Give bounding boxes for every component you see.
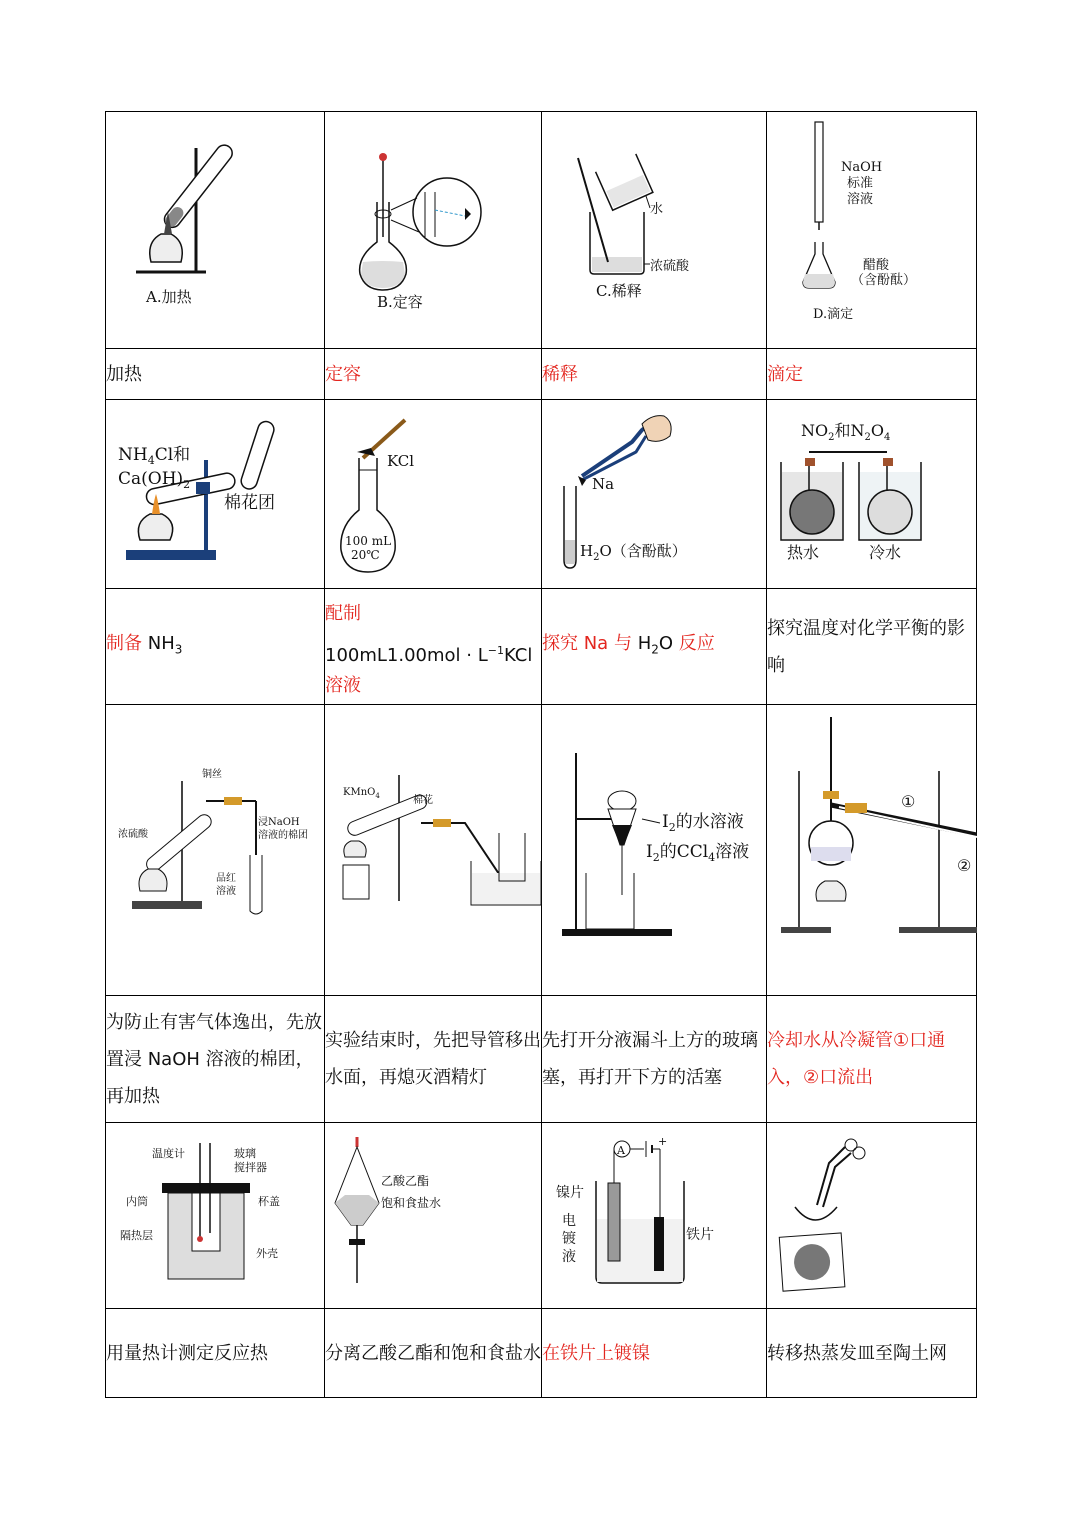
desc-evaporating-dish: 转移热蒸发皿至陶土网 bbox=[767, 1309, 977, 1398]
image-titration bbox=[767, 112, 977, 349]
label-naoh: NaOH bbox=[841, 160, 883, 175]
heating-apparatus-illustration bbox=[106, 112, 325, 348]
label-magenta-1: 品红 bbox=[216, 873, 236, 884]
label-iron: 铁片 bbox=[686, 1227, 714, 1243]
evaporating-dish-illustration bbox=[767, 1123, 977, 1308]
image-heating bbox=[106, 112, 325, 349]
image-kcl-prep bbox=[325, 400, 542, 589]
calorimeter-illustration bbox=[106, 1123, 325, 1308]
desc-kcl-prep: 配制 $100mL1.00mol \cdot L^{-1}KCl$ 溶液 bbox=[325, 589, 542, 705]
label-cotton: 棉花 bbox=[413, 795, 433, 806]
image-distillation bbox=[767, 705, 977, 996]
desc-na-water: 探究 Na 与 $H_2O$ 反应 bbox=[542, 589, 767, 705]
label-cold-water: 冷水 bbox=[869, 543, 902, 562]
desc-temp-equilibrium: 探究温度对化学平衡的影响 bbox=[767, 589, 977, 705]
label-ethyl-acetate: 乙酸乙酯 bbox=[381, 1174, 430, 1188]
label-naoh-cotton-2: 溶液的棉团 bbox=[258, 830, 308, 841]
label-magenta-2: 溶液 bbox=[216, 886, 236, 897]
label-h2o-phenol: $H_2O$（含酚酞） bbox=[580, 542, 687, 563]
nh3-apparatus-illustration bbox=[106, 400, 325, 588]
caption-d: D.滴定 bbox=[813, 307, 854, 322]
image-separation bbox=[542, 705, 767, 996]
label-outlet-2: ② bbox=[957, 856, 972, 875]
label-lid: 杯盖 bbox=[258, 1195, 280, 1208]
image-evaporating-dish bbox=[767, 1123, 977, 1309]
label-100ml: 100 mL bbox=[345, 534, 392, 548]
image-volume-setting bbox=[325, 112, 542, 349]
label-i2-water: $I_2$的水溶液 bbox=[662, 812, 744, 834]
desc-electroplating: 在铁片上镀镍 bbox=[542, 1309, 767, 1398]
label-inner-cup: 内筒 bbox=[126, 1195, 148, 1208]
ester-funnel-illustration bbox=[325, 1123, 542, 1308]
separatory-funnel-illustration bbox=[542, 705, 767, 995]
label-shell: 外壳 bbox=[256, 1247, 278, 1260]
label-caoh2: $Ca(OH)_2$ bbox=[118, 469, 191, 491]
label-copper-wire: 铜丝 bbox=[202, 769, 222, 780]
label-water: 水 bbox=[650, 202, 664, 217]
desc-dilution: 稀释 bbox=[542, 349, 767, 400]
label-ammeter: A bbox=[617, 1144, 625, 1157]
image-dilution bbox=[542, 112, 767, 349]
label-standard: 标准 bbox=[847, 176, 874, 191]
image-ester-separation bbox=[325, 1123, 542, 1309]
label-solution: 溶液 bbox=[847, 192, 874, 207]
label-20c: 20℃ bbox=[351, 548, 380, 562]
experiment-table bbox=[105, 111, 977, 1398]
desc-heating: 加热 bbox=[106, 349, 325, 400]
desc-titration: 滴定 bbox=[767, 349, 977, 400]
label-stirrer: 搅拌器 bbox=[234, 1161, 267, 1174]
label-nh4cl: $NH_4Cl$和 bbox=[118, 445, 191, 467]
label-brine: 饱和食盐水 bbox=[381, 1196, 442, 1210]
electroplating-illustration bbox=[542, 1123, 767, 1308]
desc-distillation: 冷却水从冷凝管①口通入，②口流出 bbox=[767, 996, 977, 1123]
label-nickel: 镍片 bbox=[556, 1185, 584, 1201]
desc-cu-h2so4: 为防止有害气体逸出，先放置浸 NaOH 溶液的棉团，再加热 bbox=[106, 996, 325, 1123]
label-thermometer: 温度计 bbox=[152, 1147, 185, 1160]
label-conc-h2so4: 浓硫酸 bbox=[118, 829, 148, 840]
label-i2-ccl4: $I_2$的CCl$_4$溶液 bbox=[646, 842, 750, 864]
label-acetic-acid: 醋酸 bbox=[863, 258, 890, 273]
cu-h2so4-illustration bbox=[106, 705, 325, 995]
distillation-illustration bbox=[767, 705, 977, 995]
image-nh3-prep bbox=[106, 400, 325, 589]
no2-n2o4-illustration bbox=[767, 400, 977, 588]
caption-a: A.加热 bbox=[146, 288, 192, 306]
desc-calorimeter: 用量热计测定反应热 bbox=[106, 1309, 325, 1398]
label-hot-water: 热水 bbox=[787, 543, 820, 562]
kmno4-illustration bbox=[325, 705, 542, 995]
dilution-illustration bbox=[542, 112, 767, 348]
titration-illustration bbox=[767, 112, 977, 348]
kcl-flask-illustration bbox=[325, 400, 542, 588]
image-na-water bbox=[542, 400, 767, 589]
image-calorimeter bbox=[106, 1123, 325, 1309]
caption-b: B.定容 bbox=[377, 293, 423, 311]
na-water-illustration bbox=[542, 400, 767, 588]
caption-c: C.稀释 bbox=[596, 282, 642, 300]
desc-nh3-prep: 制备 $NH_3$ bbox=[106, 589, 325, 705]
label-naoh-cotton-1: 浸NaOH bbox=[258, 817, 300, 828]
desc-separation: 先打开分液漏斗上方的玻璃塞，再打开下方的活塞 bbox=[542, 996, 767, 1123]
volumetric-flask-illustration bbox=[325, 112, 542, 348]
label-plating-3: 液 bbox=[562, 1249, 576, 1265]
label-glass: 玻璃 bbox=[234, 1147, 256, 1160]
label-plating-2: 镀 bbox=[562, 1231, 576, 1247]
label-kmno4: KMnO$_4$ bbox=[343, 787, 380, 800]
label-cotton-ball: 棉花团 bbox=[224, 493, 275, 513]
label-plating-1: 电 bbox=[562, 1213, 576, 1229]
label-inlet-1: ① bbox=[901, 792, 916, 811]
desc-ester-separation: 分离乙酸乙酯和饱和食盐水 bbox=[325, 1309, 542, 1398]
image-temp-equilibrium bbox=[767, 400, 977, 589]
image-electroplating bbox=[542, 1123, 767, 1309]
label-phenolphthalein: （含酚酞） bbox=[851, 273, 917, 288]
desc-kmno4-o2: 实验结束时，先把导管移出水面，再熄灭酒精灯 bbox=[325, 996, 542, 1123]
label-insulation: 隔热层 bbox=[120, 1229, 153, 1242]
label-na: Na bbox=[592, 475, 615, 493]
label-plus: + bbox=[658, 1135, 668, 1148]
label-kcl: KCl bbox=[387, 452, 415, 470]
label-no2-n2o4: $NO_2$和$N_2O_4$ bbox=[801, 421, 891, 443]
image-cu-h2so4 bbox=[106, 705, 325, 996]
image-kmno4-o2 bbox=[325, 705, 542, 996]
label-conc-acid: 浓硫酸 bbox=[650, 259, 690, 274]
desc-volume-setting: 定容 bbox=[325, 349, 542, 400]
